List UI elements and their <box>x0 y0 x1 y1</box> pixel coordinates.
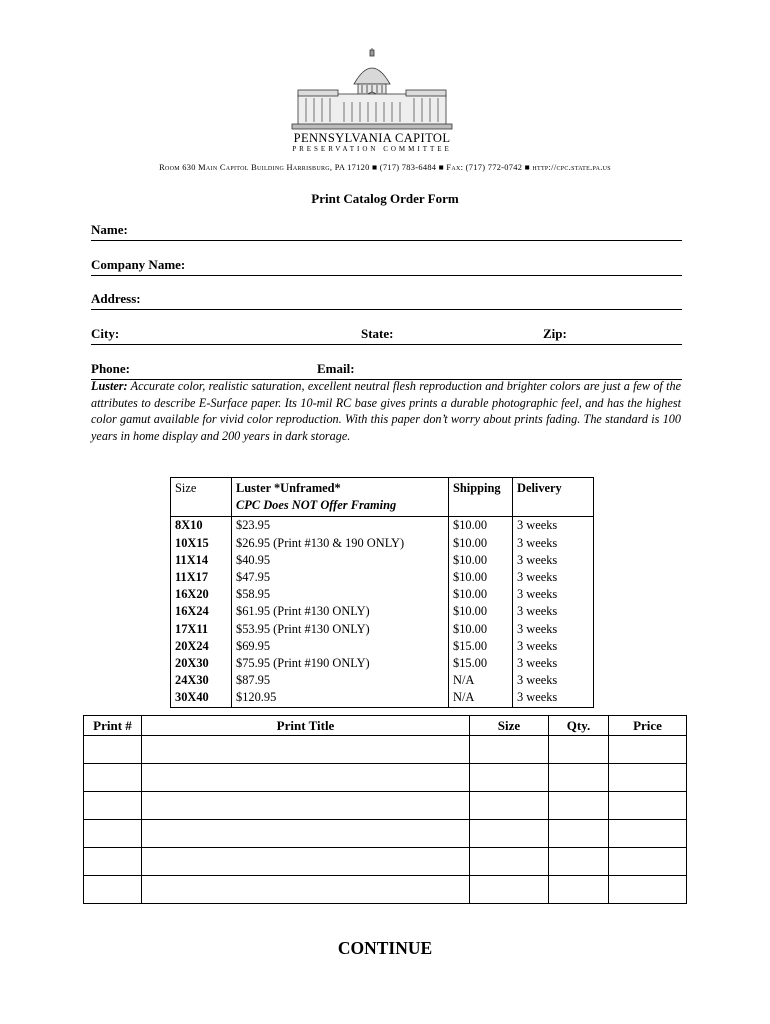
size-input[interactable] <box>470 791 552 820</box>
table-cell-price: $120.95 <box>236 690 277 705</box>
size-column-header: Size <box>470 716 549 736</box>
address-field[interactable] <box>151 291 679 308</box>
table-cell-size: 30X40 <box>175 690 209 705</box>
qty-input[interactable] <box>549 819 612 848</box>
table-cell-shipping: $10.00 <box>453 552 488 567</box>
print-title-header: Print Title <box>142 716 470 736</box>
table-cell-shipping: $10.00 <box>453 535 488 550</box>
table-cell-shipping: $15.00 <box>453 656 488 671</box>
table-cell-delivery: 3 weeks <box>517 570 558 585</box>
logo <box>288 48 456 156</box>
print-title-input[interactable] <box>142 735 473 764</box>
table-cell-shipping: N/A <box>453 673 475 688</box>
table-cell-delivery: 3 weeks <box>517 673 558 688</box>
price-header: Price <box>609 716 687 736</box>
shipping-column <box>449 517 513 707</box>
zip-field[interactable] <box>573 326 679 343</box>
print-number-header: Print # <box>84 716 142 736</box>
table-cell-delivery: 3 weeks <box>517 518 558 533</box>
state-field[interactable] <box>403 326 537 343</box>
page-title: Print Catalog Order Form <box>311 191 459 206</box>
table-cell-size: 17X11 <box>175 621 209 636</box>
table-cell-size: 16X20 <box>175 587 209 602</box>
price-input[interactable] <box>609 763 690 792</box>
table-row <box>84 764 687 792</box>
table-row <box>84 736 687 764</box>
table-cell-size: 16X24 <box>175 604 209 619</box>
size-input[interactable] <box>470 847 552 876</box>
table-cell-price: $61.95 (Print #130 ONLY) <box>236 604 370 619</box>
table-cell-price: $58.95 <box>236 587 271 602</box>
table-cell-price: $69.95 <box>236 638 271 653</box>
luster-description <box>91 378 681 444</box>
size-header <box>171 478 232 517</box>
table-cell-size: 10X15 <box>175 535 209 550</box>
table-cell-delivery: 3 weeks <box>517 587 558 602</box>
table-cell-delivery: 3 weeks <box>517 690 558 705</box>
table-row <box>84 848 687 876</box>
price-input[interactable] <box>609 819 690 848</box>
qty-input[interactable] <box>549 735 612 764</box>
address-label: Address: <box>91 291 141 306</box>
table-cell-shipping: $10.00 <box>453 621 488 636</box>
size-column <box>171 517 232 707</box>
luster-term: Luster: <box>91 379 128 393</box>
luster-header-label: Luster *Unframed* <box>236 481 341 495</box>
print-number-input[interactable] <box>84 875 145 904</box>
price-input[interactable] <box>609 735 690 764</box>
phone-field[interactable] <box>139 361 313 378</box>
qty-input[interactable] <box>549 763 612 792</box>
address-row <box>91 291 682 310</box>
print-number-input[interactable] <box>84 735 145 764</box>
print-title-input[interactable] <box>142 875 473 904</box>
print-title-input[interactable] <box>142 847 473 876</box>
print-number-input[interactable] <box>84 763 145 792</box>
print-number-input[interactable] <box>84 791 145 820</box>
qty-header: Qty. <box>549 716 609 736</box>
price-input[interactable] <box>609 791 690 820</box>
table-cell-delivery: 3 weeks <box>517 638 558 653</box>
table-cell-price: $75.95 (Print #190 ONLY) <box>236 656 370 671</box>
luster-header <box>232 478 449 517</box>
delivery-column <box>513 517 594 707</box>
luster-text: Accurate color, realistic saturation, excellent neutral flesh reproduction and brighter colors are just a few of the attributes to describe E-Surface paper. Its 10-mil RC base gives prints a durable photographic feel, and has the highest color gamut available for vivid color reproduction. With this paper don’t worry about prints fading. The standard is 100 years in home display and 200 years in dark storage. <box>91 379 681 443</box>
print-title-input[interactable] <box>142 791 473 820</box>
qty-input[interactable] <box>549 791 612 820</box>
capitol-building-logo <box>288 48 456 132</box>
size-header-label: Size <box>175 481 197 495</box>
table-cell-shipping: $10.00 <box>453 587 488 602</box>
phone-label: Phone: <box>91 361 130 376</box>
table-row <box>84 792 687 820</box>
city-row <box>91 326 682 345</box>
size-input[interactable] <box>470 875 552 904</box>
table-cell-shipping: $15.00 <box>453 638 488 653</box>
price-table-body <box>171 517 594 707</box>
table-cell-size: 20X30 <box>175 656 209 671</box>
org-name: PENNSYLVANIA CAPITOL <box>293 131 451 145</box>
table-cell-shipping: $10.00 <box>453 518 488 533</box>
zip-label: Zip: <box>543 326 567 341</box>
qty-input[interactable] <box>549 875 612 904</box>
table-cell-price: $23.95 <box>236 518 271 533</box>
table-cell-delivery: 3 weeks <box>517 621 558 636</box>
delivery-header: Delivery <box>513 478 594 517</box>
name-label: Name: <box>91 222 128 237</box>
table-cell-price: $47.95 <box>236 570 271 585</box>
table-cell-size: 8X10 <box>175 518 203 533</box>
org-subtitle: PRESERVATION COMMITTEE <box>292 145 452 153</box>
table-cell-price: $53.95 (Print #130 ONLY) <box>236 621 370 636</box>
print-title-input[interactable] <box>142 763 473 792</box>
price-table <box>170 477 594 708</box>
price-column <box>232 517 449 707</box>
email-label: Email: <box>317 361 355 376</box>
price-input[interactable] <box>609 875 690 904</box>
company-field[interactable] <box>195 257 679 274</box>
table-row <box>84 820 687 848</box>
shipping-header: Shipping <box>449 478 513 517</box>
table-cell-price: $87.95 <box>236 673 271 688</box>
table-cell-size: 24X30 <box>175 673 209 688</box>
table-cell-shipping: N/A <box>453 690 475 705</box>
print-number-input[interactable] <box>84 847 145 876</box>
order-table-header <box>84 716 687 736</box>
org-address: Room 630 Main Capitol Building Harrisburg, PA 17120 ■ (717) 783-6484 ■ Fax: (717) 772-0742 ■ http://cpc.state.pa.us <box>159 163 611 172</box>
city-label: City: <box>91 326 120 341</box>
table-cell-delivery: 3 weeks <box>517 535 558 550</box>
size-input[interactable] <box>470 819 552 848</box>
company-row <box>91 257 682 276</box>
table-cell-delivery: 3 weeks <box>517 604 558 619</box>
order-table <box>83 715 687 904</box>
table-row <box>84 876 687 904</box>
table-cell-size: 20X24 <box>175 638 209 653</box>
email-field[interactable] <box>365 361 679 378</box>
state-label: State: <box>361 326 394 341</box>
framing-note: CPC Does NOT Offer Framing <box>236 498 397 513</box>
name-field[interactable] <box>135 222 679 239</box>
price-table-header <box>171 478 594 517</box>
table-cell-size: 11X17 <box>175 570 209 585</box>
table-cell-delivery: 3 weeks <box>517 656 558 671</box>
company-label: Company Name: <box>91 257 186 272</box>
name-row <box>91 222 682 241</box>
table-cell-size: 11X14 <box>175 552 209 567</box>
table-cell-shipping: $10.00 <box>453 604 488 619</box>
size-input[interactable] <box>470 763 552 792</box>
city-field[interactable] <box>127 326 355 343</box>
table-cell-shipping: $10.00 <box>453 570 488 585</box>
table-cell-price: $40.95 <box>236 552 271 567</box>
price-input[interactable] <box>609 847 690 876</box>
qty-input[interactable] <box>549 847 612 876</box>
table-cell-delivery: 3 weeks <box>517 552 558 567</box>
size-input[interactable] <box>470 735 552 764</box>
continue-label: CONTINUE <box>337 938 433 958</box>
print-title-input[interactable] <box>142 819 473 848</box>
print-number-input[interactable] <box>84 819 145 848</box>
table-cell-price: $26.95 (Print #130 & 190 ONLY) <box>236 535 405 550</box>
